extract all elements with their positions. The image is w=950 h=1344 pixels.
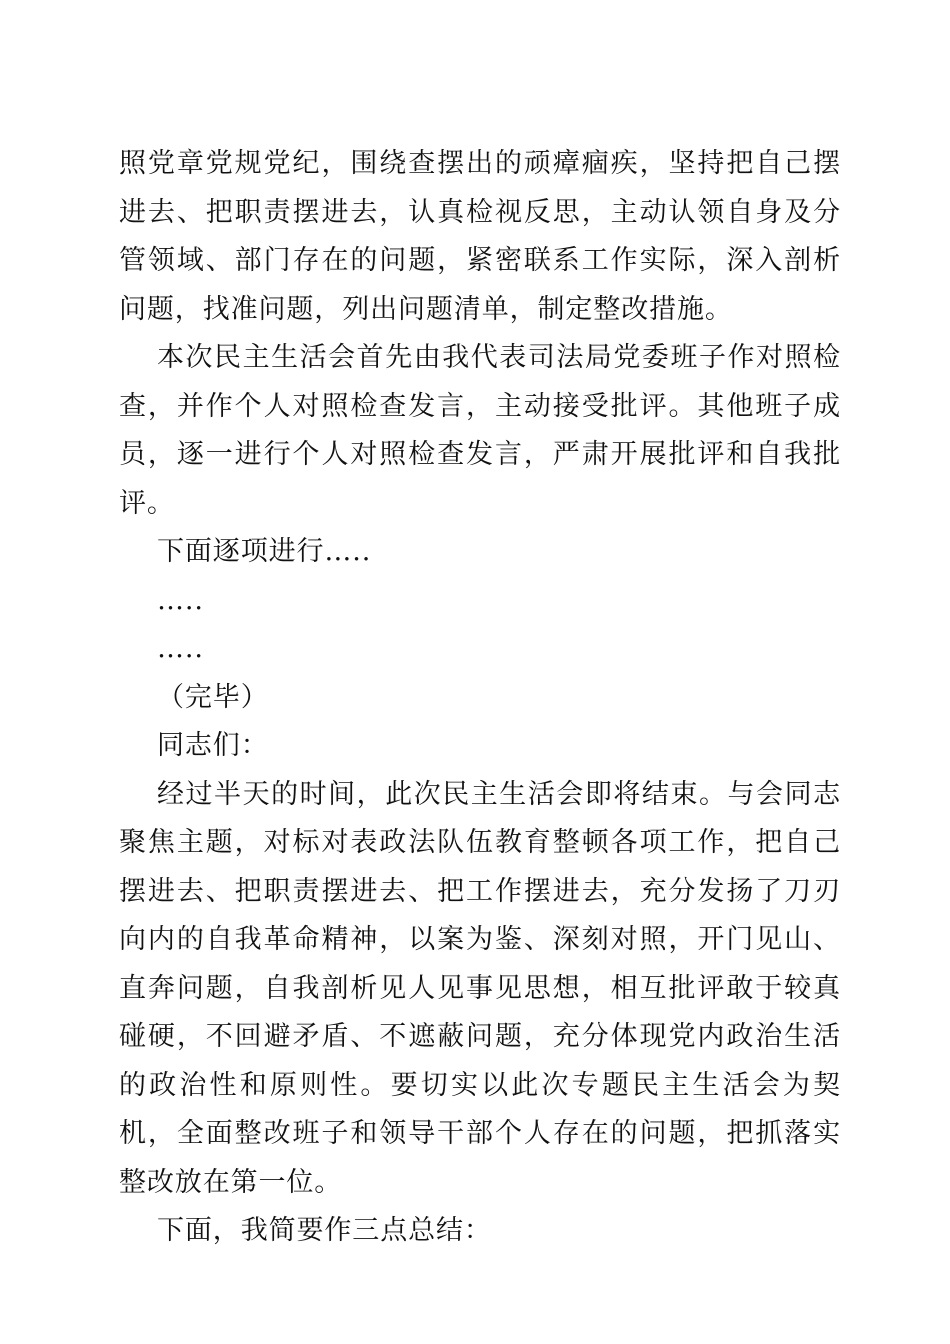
- paragraph-three-points: 下面，我简要作三点总结：: [157, 1215, 492, 1246]
- paragraph-end-mark: （完毕）: [157, 681, 269, 713]
- paragraph-ellipsis-2: …..: [157, 633, 204, 664]
- document-body: [119, 140, 841, 1256]
- paragraph-continuation: 照党章党规党纪，围绕查摆出的顽瘴痼疾，坚持把自己摆进去、把职责摆进去，认真检视反思，主动认领自身及分管领域、部门存在的问题，紧密联系工作实际，深入剖析问题，找准问题，列出问题清单，制定整改措施。: [119, 148, 841, 325]
- paragraph-meeting-procedure: 本次民主生活会首先由我代表司法局党委班子作对照检查，并作个人对照检查发言，主动接受批评。其他班子成员，逐一进行个人对照检查发言，严肃开展批评和自我批评。: [119, 342, 841, 519]
- paragraph-proceed-item: 下面逐项进行…..: [157, 536, 372, 567]
- paragraph-ellipsis-1: …..: [157, 584, 204, 616]
- paragraph-salutation: 同志们：: [157, 730, 269, 761]
- paragraph-summary: 经过半天的时间，此次民主生活会即将结束。与会同志聚焦主题，对标对表政法队伍教育整顿各项工作，把自己摆进去、把职责摆进去、把工作摆进去，充分发扬了刀刃向内的自我革命精神，以案为鉴、深刻对照，开门见山、直奔问题，自我剖析见人见事见思想，相互批评敢于较真碰硬，不回避矛盾、不遮蔽问题，充分体现党内政治生活的政治性和原则性。要切实以此次专题民主生活会为契机，全面整改班子和领导干部个人存在的问题，把抓落实整改放在第一位。: [119, 778, 841, 1198]
